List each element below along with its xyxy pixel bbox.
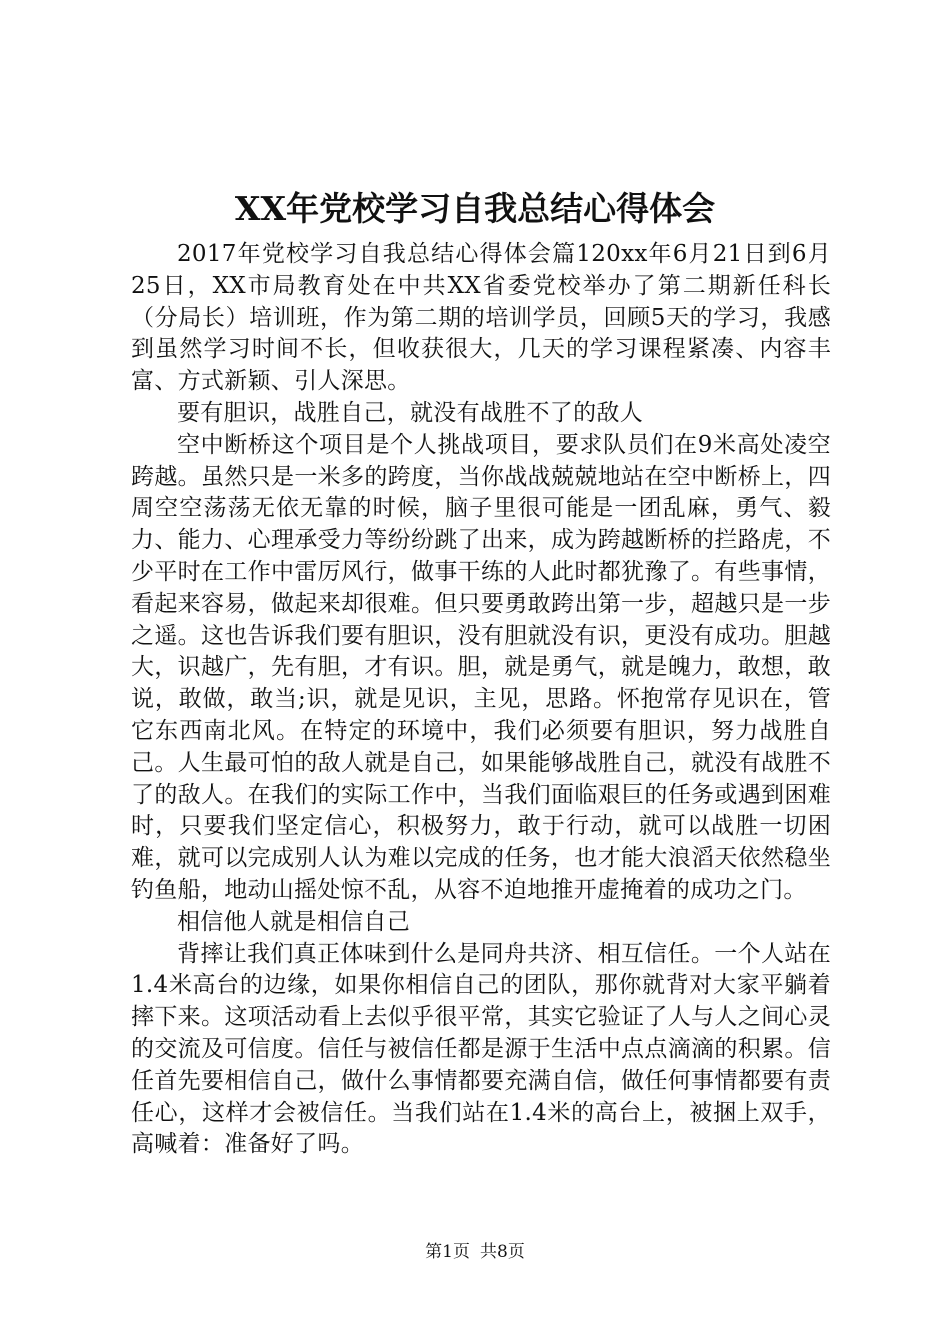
paragraph-air-bridge: 空中断桥这个项目是个人挑战项目，要求队员们在9米高处凌空跨越。虽然只是一米多的跨度，当你战战兢兢地站在空中断桥上，四周空空荡荡无依无靠的时候，脑子里很可能是一团乱麻，勇气、毅力、能力、心理承受力等纷纷跳了出来，成为跨越断桥的拦路虎，不少平时在工作中雷厉风行，做事干练的人此时都犹豫了。有些事情，看起来容易，做起来却很难。但只要勇敢跨出第一步，超越只是一步之遥。这也告诉我们要有胆识，没有胆就没有识，更没有成功。胆越大，识越广，先有胆，才有识。胆，就是勇气，就是魄力，敢想，敢说，敢做，敢当;识，就是见识，主见，思路。怀抱常存见识在，管它东西南北风。在特定的环境中，我们必须要有胆识，努力战胜自己。人生最可怕的敌人就是自己，如果能够战胜自己，就没有战胜不了的敌人。在我们的实际工作中，当我们面临艰巨的任务或遇到困难时，只要我们坚定信心，积极努力，敢于行动，就可以战胜一切困难，就可以完成别人认为难以完成的任务，也才能大浪滔天依然稳坐钓鱼船，地动山摇处惊不乱，从容不迫地推开虚掩着的成功之门。	[131, 431, 831, 903]
paragraph-trust-fall: 背摔让我们真正体味到什么是同舟共济、相互信任。一个人站在1.4米高台的边缘，如果你相信自己的团队，那你就背对大家平躺着摔下来。这项活动看上去似乎很平常，其实它验证了人与人之间心灵的交流及可信度。信任与被信任都是源于生活中点点滴滴的积累。信任首先要相信自己，做什么事情都要充满自信，做任何事情都要有责任心，这样才会被信任。当我们站在1.4米的高台上，被捆上双手，高喊着：准备好了吗。	[131, 940, 831, 1158]
page-footer	[0, 1240, 950, 1264]
paragraph-intro: 2017年党校学习自我总结心得体会篇120xx年6月21日到6月25日，XX市局教育处在中共XX省委党校举办了第二期新任科长（分局长）培训班，作为第二期的培训学员，回顾5天的学习，我感到虽然学习时间不长，但收获很大，几天的学习课程紧凑、内容丰富、方式新颖、引人深思。	[131, 241, 831, 395]
section-heading-trust: 相信他人就是相信自己	[177, 908, 410, 935]
document-body	[131, 239, 831, 1161]
page-total: 共8页	[480, 1242, 525, 1262]
section-heading-courage: 要有胆识，战胜自己，就没有战胜不了的敌人	[177, 399, 643, 426]
document-title: XX年党校学习自我总结心得体会	[234, 189, 716, 228]
page-number: 第1页	[425, 1242, 470, 1262]
